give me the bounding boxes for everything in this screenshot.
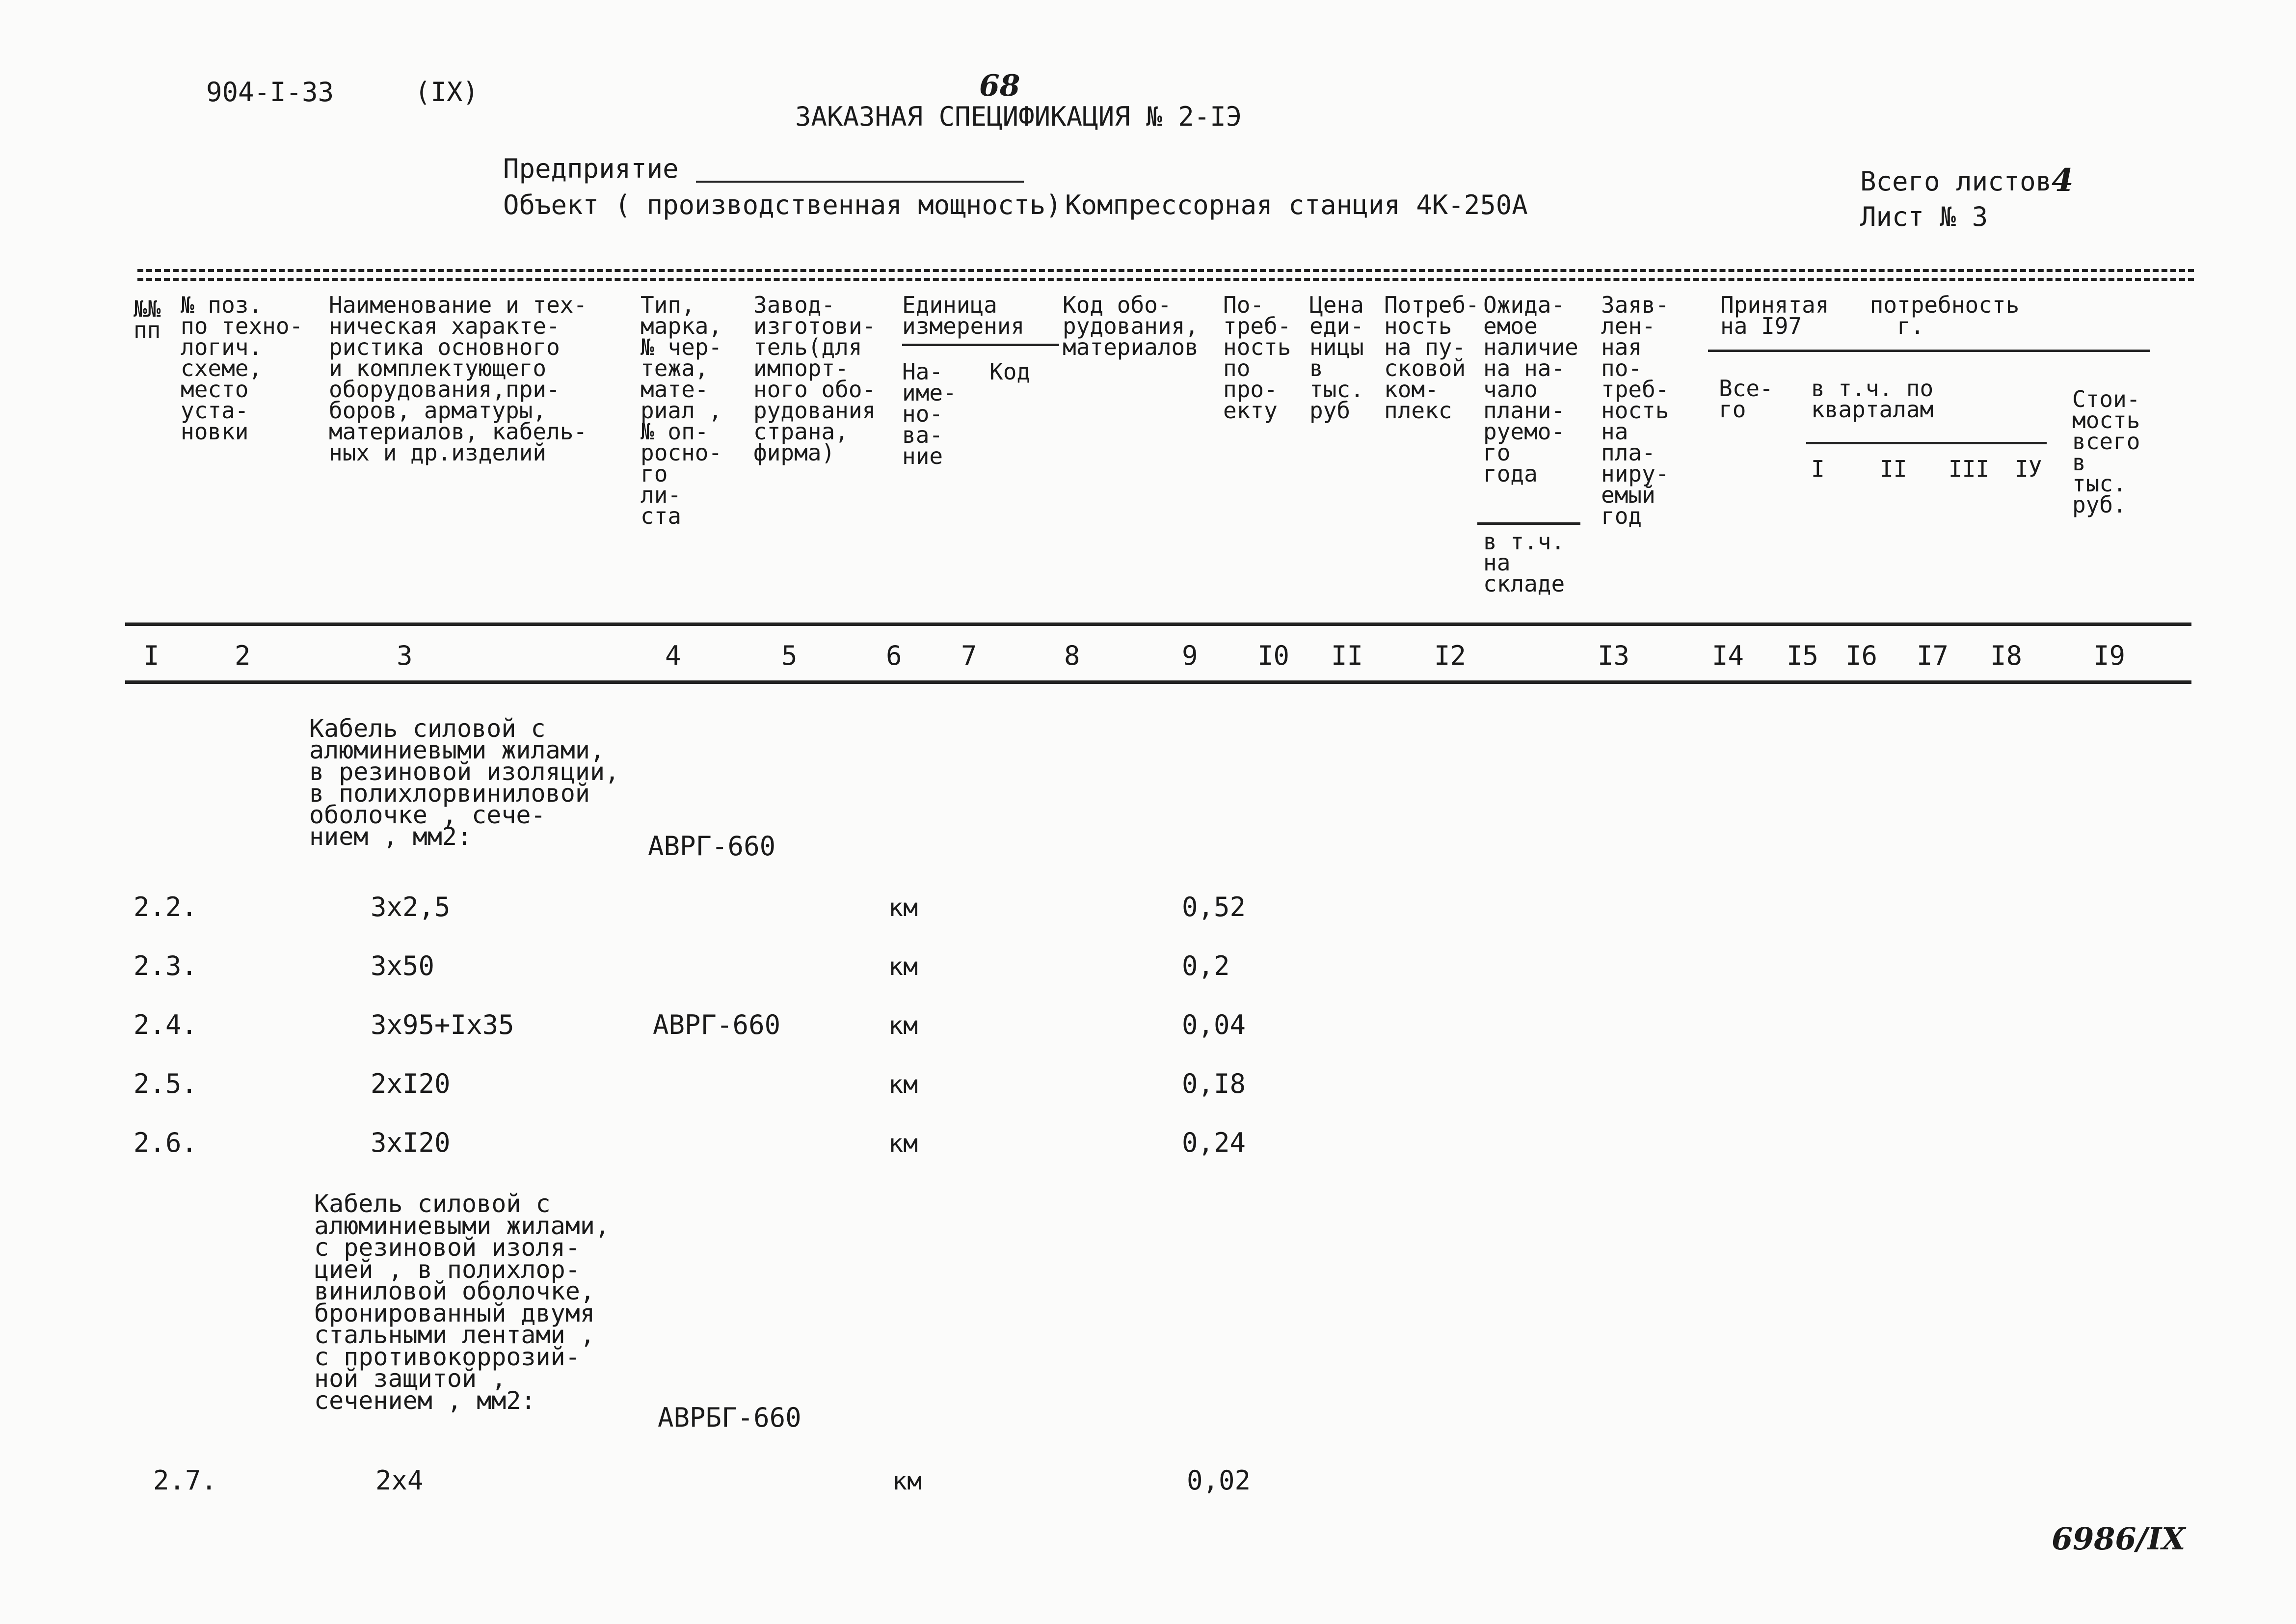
column-number: I3: [1598, 640, 1630, 671]
header-col-3: Наименование и тех- ническая характе- ристика основного и комплектующего оборудования,при- боров, арматуры, материалов, кабель- ных и др.изделий: [329, 292, 587, 466]
header-quarter-4: IУ: [2015, 456, 2042, 482]
header-quarter-2: II: [1880, 456, 1907, 482]
row-number: 2.3.: [133, 950, 198, 981]
row-qty: 0,I8: [1182, 1068, 1246, 1099]
column-number: I: [143, 640, 160, 671]
document-code: 904-I-33: [206, 77, 334, 108]
row-qty: 0,04: [1182, 1009, 1246, 1040]
header-col-4: Тип, марка, № чер- тежа, мате- риал , № оп- росно- го ли- ста: [641, 292, 722, 529]
row-number: 2.2.: [133, 892, 198, 922]
row-name: 3х50: [371, 950, 435, 981]
header-col-12: Ожида- емое наличие на на- чало плани- руемо- го года: [1483, 292, 1578, 487]
accepted-header-divider: [1708, 350, 2150, 352]
column-number: I5: [1787, 640, 1819, 671]
document-part: (IX): [415, 77, 479, 108]
column-number: I2: [1434, 640, 1467, 671]
enterprise-label: Предприятие: [503, 153, 679, 184]
header-col-14: Все- го: [1719, 375, 1773, 423]
row-unit: км: [888, 1129, 918, 1158]
row-name: 2хI20: [371, 1068, 451, 1099]
quarters-header-divider: [1806, 442, 2047, 444]
header-col-6-7: Единица измерения: [902, 292, 1025, 339]
row-number: 2.7.: [153, 1465, 217, 1496]
document-title: ЗАКАЗНАЯ СПЕЦИФИКАЦИЯ № 2-IЭ: [795, 101, 1242, 132]
row-name: 3х95+Iх35: [371, 1009, 514, 1040]
row-unit: км: [888, 1011, 918, 1040]
header-col-13: Заяв- лен- ная по- треб- ность на пла- ниру- емый год: [1601, 292, 1669, 529]
row-name: 3х2,5: [371, 892, 451, 922]
row-unit: км: [892, 1467, 922, 1495]
column-number: 8: [1064, 640, 1080, 671]
footer-document-code: 6986/IX: [2052, 1521, 2186, 1557]
sheets-total-value: 4: [2052, 162, 2074, 199]
object-value: Компрессорная станция 4К-250А: [1065, 189, 1528, 220]
header-col-7: Код: [989, 358, 1031, 385]
stock-subheader-divider: [1477, 522, 1580, 525]
enterprise-blank-line: [696, 181, 1024, 183]
row-unit: км: [888, 893, 918, 922]
group-description: Кабель силовой с алюминиевыми жилами, в резиновой изоляции, в полихлорвиниловой оболочке , сече- нием , мм2:: [309, 714, 620, 851]
header-col-14-18: Принятая потребность на I97 г.: [1720, 292, 2020, 339]
row-qty: 0,24: [1182, 1127, 1246, 1158]
header-col-1: №№ пп: [133, 296, 161, 343]
group-type: АВРБГ-660: [658, 1402, 801, 1433]
column-number: 5: [781, 640, 798, 671]
column-number: I4: [1712, 640, 1744, 671]
header-col-8: Код обо- рудования, материалов: [1063, 292, 1199, 360]
row-type: АВРГ-660: [653, 1009, 781, 1040]
page-number: 68: [979, 69, 1020, 103]
header-col-2: № поз. по техно- логич. схеме, место уста- новки: [181, 292, 303, 445]
table-header-bottom-rule: [125, 680, 2191, 684]
row-qty: 0,02: [1187, 1465, 1251, 1496]
row-unit: км: [888, 952, 918, 981]
column-number: 6: [886, 640, 902, 671]
group-type: АВРГ-660: [648, 831, 776, 862]
table-top-rule: [137, 269, 2194, 272]
row-unit: км: [888, 1070, 918, 1099]
row-name: 3хI20: [371, 1127, 451, 1158]
row-qty: 0,2: [1182, 950, 1230, 981]
row-number: 2.5.: [133, 1068, 198, 1099]
column-numbers-top-rule: [125, 623, 2191, 626]
header-col-9: По- треб- ность по про- екту: [1223, 292, 1291, 424]
column-number: I8: [1990, 640, 2023, 671]
column-number: 3: [397, 640, 413, 671]
header-col-15-18: в т.ч. по кварталам: [1811, 375, 1934, 423]
column-number: I0: [1257, 640, 1290, 671]
column-number: I9: [2093, 640, 2126, 671]
row-number: 2.4.: [133, 1009, 198, 1040]
sheet-number-label: Лист № 3: [1860, 201, 1988, 232]
header-col-19: Стои- мость всего в тыс. руб.: [2072, 386, 2140, 518]
row-name: 2х4: [375, 1465, 424, 1496]
unit-header-divider: [902, 344, 1059, 346]
sheets-total-label: Всего листов: [1860, 166, 2052, 197]
group-description: Кабель силовой с алюминиевыми жилами, с резиновой изоля- цией , в полихлор- виниловой оболочке, бронированный двумя стальными лентами , с противокоррозий- ной защитой , сечением , мм2:: [314, 1190, 610, 1415]
row-number: 2.6.: [133, 1127, 198, 1158]
table-top-rule-second: [137, 278, 2194, 281]
header-col-11: Потреб- ность на пу- сковой ком- плекс: [1384, 292, 1479, 424]
column-number: I7: [1917, 640, 1949, 671]
column-number: I6: [1845, 640, 1878, 671]
column-number: 2: [235, 640, 251, 671]
column-number: II: [1331, 640, 1363, 671]
header-quarter-1: I: [1811, 456, 1825, 482]
object-label: Объект ( производственная мощность): [503, 189, 1062, 220]
header-col-12-sub: в т.ч. на складе: [1483, 528, 1565, 597]
column-number: 9: [1182, 640, 1198, 671]
row-qty: 0,52: [1182, 892, 1246, 922]
header-col-10: Цена еди- ницы в тыс. руб: [1309, 292, 1364, 424]
header-quarter-3: III: [1949, 456, 1990, 482]
header-col-5: Завод- изготови- тель(для импорт- ного обо- рудования страна, фирма): [753, 292, 876, 466]
column-number: 7: [961, 640, 977, 671]
header-col-6: На- име- но- ва- ние: [902, 358, 957, 469]
column-number: 4: [665, 640, 681, 671]
